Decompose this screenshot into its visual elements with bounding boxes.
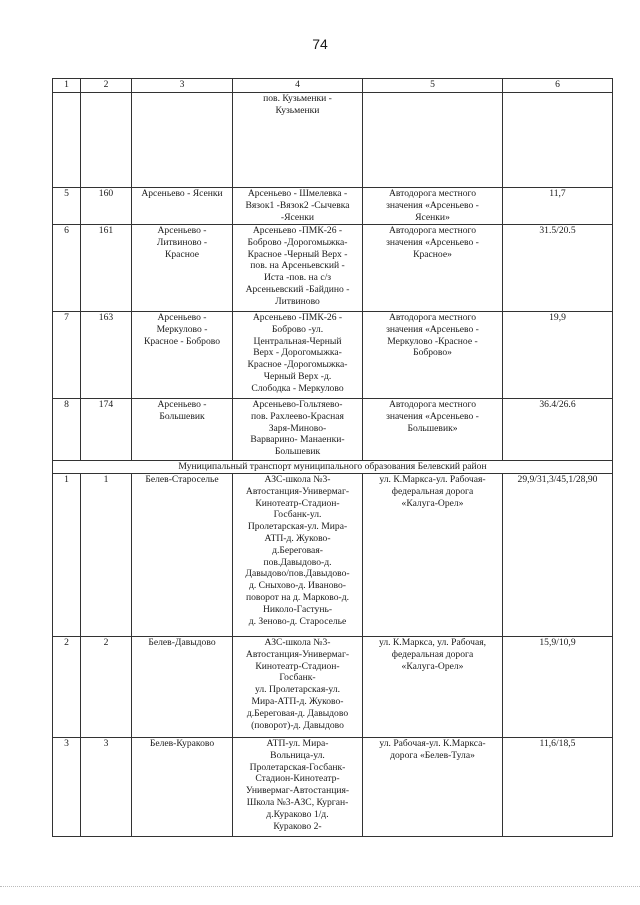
route-road: Автодорога местного значения «Арсеньево - Меркулово -Красное - Боброво» (363, 312, 503, 399)
table-row (53, 225, 613, 312)
route-length: 19,9 (503, 312, 613, 399)
route-path: Арсеньево - Шмелевка - Вязок1 -Вязок2 -Сычевка -Ясенки (233, 188, 363, 225)
route-path: АЗС-школа №3- Автостанция-Универмаг- Кинотеатр-Стадион- Госбанк- ул. Пролетарская-ул. Мира-АТП-д. Жуково- д.Береговая-д. Давыдово (поворот)-д. Давыдово (233, 637, 363, 738)
header-cell: 5 (363, 79, 503, 93)
route-name: Арсеньево - Ясенки (132, 188, 233, 225)
route-number (81, 93, 132, 188)
row-number: 5 (53, 188, 81, 225)
header-cell: 4 (233, 79, 363, 93)
route-number: 163 (81, 312, 132, 399)
route-name: Белев-Кураково (132, 738, 233, 837)
route-name: Арсеньево - Литвиново - Красное (132, 225, 233, 312)
table-row (53, 474, 613, 637)
route-road (363, 93, 503, 188)
section-heading-row (53, 461, 613, 474)
route-name (132, 93, 233, 188)
header-cell: 3 (132, 79, 233, 93)
route-number: 160 (81, 188, 132, 225)
row-number: 6 (53, 225, 81, 312)
route-road: ул. К.Маркса, ул. Рабочая, федеральная дорога «Калуга-Орел» (363, 637, 503, 738)
route-length: 31.5/20.5 (503, 225, 613, 312)
route-length: 36.4/26.6 (503, 399, 613, 461)
routes-table (52, 78, 613, 837)
route-number: 3 (81, 738, 132, 837)
header-cell: 2 (81, 79, 132, 93)
route-road: ул. Рабочая-ул. К.Маркса- дорога «Белев-Тула» (363, 738, 503, 837)
route-road: Автодорога местного значения «Арсеньево - Большевик» (363, 399, 503, 461)
route-road: Автодорога местного значения «Арсеньево - Ясенки» (363, 188, 503, 225)
route-number: 2 (81, 637, 132, 738)
route-name: Арсеньево - Большевик (132, 399, 233, 461)
route-road: ул. К.Маркса-ул. Рабочая- федеральная дорога «Калуга-Орел» (363, 474, 503, 637)
row-number: 7 (53, 312, 81, 399)
route-path: Арсеньево -ПМК-26 - Боброво -Дорогомыжка- Красное -Черный Верх - пов. на Арсеньевский - Иста -пов. на с/з Арсеньевский -Байдино - Литвиново (233, 225, 363, 312)
route-name: Белев-Староселье (132, 474, 233, 637)
table-row (53, 188, 613, 225)
route-path: пов. Кузьменки - Кузьменки (233, 93, 363, 188)
route-length: 29,9/31,3/45,1/28,90 (503, 474, 613, 637)
table-row (53, 93, 613, 188)
table-row (53, 399, 613, 461)
route-path: АЗС-школа №3- Автостанция-Универмаг- Кинотеатр-Стадион- Госбанк-ул. Пролетарская-ул. Мира- АТП-д. Жуково- д.Береговая- пов.Давыдово-д. Давыдово/пов.Давыдово- д. Сныхово-д. Иваново- поворот на д. Марково-д. Николо-Гастунь- д. Зеново-д. Староселье (233, 474, 363, 637)
route-length: 15,9/10,9 (503, 637, 613, 738)
route-name: Белев-Давыдово (132, 637, 233, 738)
table-header-row (53, 79, 613, 93)
row-number: 3 (53, 738, 81, 837)
row-number (53, 93, 81, 188)
route-length: 11,7 (503, 188, 613, 225)
route-path: Арсеньево-Гольтяево- пов. Рахлеево-Красная Заря-Миново- Варварино- Манаенки- Большевик (233, 399, 363, 461)
route-number: 1 (81, 474, 132, 637)
table-row (53, 637, 613, 738)
route-number: 174 (81, 399, 132, 461)
row-number: 8 (53, 399, 81, 461)
section-title: Муниципальный транспорт муниципального образования Белевский район (53, 461, 613, 474)
scan-edge-marks (0, 886, 640, 893)
row-number: 1 (53, 474, 81, 637)
page-number: 74 (312, 36, 328, 52)
header-cell: 1 (53, 79, 81, 93)
row-number: 2 (53, 637, 81, 738)
route-length (503, 93, 613, 188)
route-path: АТП-ул. Мира- Вольница-ул. Пролетарская-Госбанк- Стадион-Кинотеатр- Универмаг-Автостанция- Школа №3-АЗС, Курган- д.Кураково 1/д. Кураково 2- (233, 738, 363, 837)
table-row (53, 738, 613, 837)
route-number: 161 (81, 225, 132, 312)
route-path: Арсеньево -ПМК-26 - Боброво -ул. Центральная-Черный Верх - Дорогомыжка- Красное -Дорогомыжка- Черный Верх -д. Слободка - Меркулово (233, 312, 363, 399)
table-row (53, 312, 613, 399)
header-cell: 6 (503, 79, 613, 93)
route-length: 11,6/18,5 (503, 738, 613, 837)
route-road: Автодорога местного значения «Арсеньево - Красное» (363, 225, 503, 312)
route-name: Арсеньево - Меркулово - Красное - Боброво (132, 312, 233, 399)
